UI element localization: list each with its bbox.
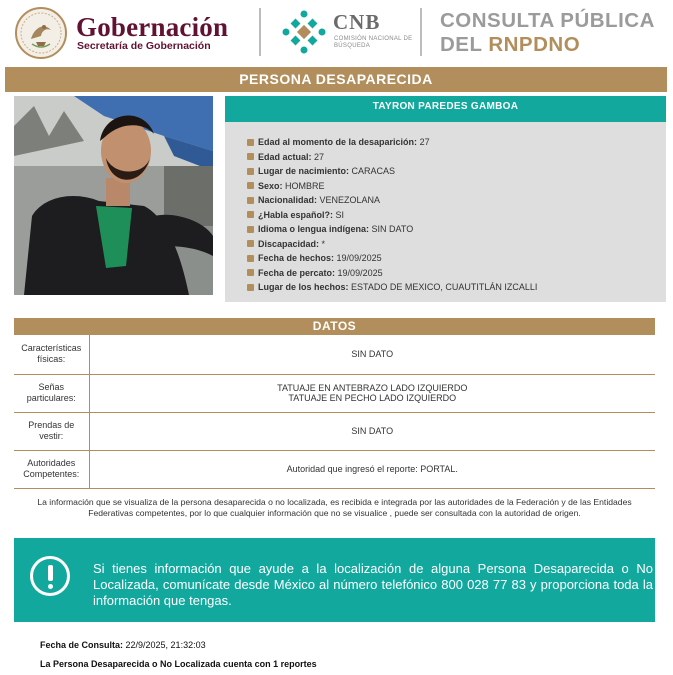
bullet-icon (247, 284, 254, 291)
table-row (14, 335, 655, 374)
site-header (0, 0, 673, 64)
exclamation-icon (30, 556, 70, 596)
info-label: Nacionalidad: (258, 195, 318, 205)
info-label: Edad al momento de la desaparición: (258, 137, 418, 147)
bullet-icon (247, 197, 254, 204)
gobernacion-subtitle: Secretaría de Gobernación (77, 40, 211, 52)
info-value: 19/09/2025 (336, 253, 382, 263)
reportes-count: La Persona Desaparecida o No Localizada cuenta con 1 reportes (40, 659, 317, 669)
bullet-icon (247, 255, 254, 262)
consulta-prefix: DEL (440, 33, 489, 56)
info-label: Lugar de los hechos: (258, 282, 349, 292)
info-label: Idioma o lengua indígena: (258, 224, 370, 234)
fecha-value: 22/9/2025, 21:32:03 (123, 640, 206, 650)
header-divider (259, 8, 261, 56)
cnb-subtitle: COMISIÓN NACIONAL DE BÚSQUEDA (334, 36, 413, 49)
info-value: CARACAS (351, 166, 396, 176)
info-label: ¿Habla español?: (258, 209, 334, 220)
consulta-title-line1: CONSULTA PÚBLICA (440, 9, 655, 32)
info-alert-box (14, 538, 655, 622)
datos-value-line: SIN DATO (351, 425, 394, 436)
cnb-title: CNB (333, 10, 381, 34)
person-photo-image (14, 96, 213, 295)
info-value: 19/09/2025 (337, 267, 383, 278)
info-value: ESTADO DE MEXICO, CUAUTITLÁN IZCALLI (351, 282, 538, 292)
bullet-icon (247, 269, 254, 276)
info-label: Sexo: (258, 180, 283, 191)
datos-label: Autoridades Competentes: (14, 450, 89, 488)
bullet-icon (247, 168, 254, 175)
datos-value (89, 374, 655, 412)
info-value: HOMBRE (285, 180, 325, 191)
bullet-icon (247, 153, 254, 160)
info-label: Lugar de nacimiento: (258, 166, 350, 176)
bullet-icon (247, 182, 254, 189)
info-row (225, 179, 666, 194)
info-row (225, 208, 666, 223)
datos-value (89, 335, 655, 374)
person-name: TAYRON PAREDES GAMBOA (225, 96, 666, 122)
gobernacion-title: Gobernación (76, 12, 229, 42)
fecha-consulta (40, 640, 206, 650)
info-row (225, 280, 666, 295)
header-divider (420, 8, 422, 56)
info-label: Discapacidad: (258, 238, 320, 249)
datos-label: Prendas de vestir: (14, 412, 89, 450)
datos-table (14, 335, 655, 489)
person-photo (14, 96, 213, 295)
cnb-logo (280, 8, 328, 56)
consulta-title-line2 (440, 33, 580, 57)
info-value: 27 (314, 151, 325, 162)
datos-title: DATOS (14, 318, 655, 335)
info-row (225, 266, 666, 281)
table-row (14, 412, 655, 450)
disclaimer-text: La información que se visualiza de la persona desaparecida o no localizada, es recibida e integrada por las autoridades de la Federación y de las Entidades Federativas competentes, por lo que cualquier información que no se visualice , puede ser consultada con la autoridad de origen. (37, 497, 632, 518)
exclamation-bar (48, 565, 53, 581)
info-row (225, 135, 666, 150)
datos-value (89, 412, 655, 450)
info-row (225, 222, 666, 237)
info-row (225, 150, 666, 165)
info-value: VENEZOLANA (319, 195, 381, 205)
info-value: 27 (419, 137, 430, 147)
datos-value-line: Autoridad que ingresó el reporte: PORTAL. (286, 463, 458, 474)
bullet-icon (247, 226, 254, 233)
info-label: Fecha de hechos: (258, 253, 335, 263)
alert-text: Si tienes información que ayude a la localización de alguna Persona Desaparecida o No Localizada, comunícate desde México al número telefónico 800 028 77 83 y proporciona toda la información que tengas. (93, 561, 653, 608)
info-row (225, 237, 666, 252)
datos-label: Señas particulares: (14, 374, 89, 412)
info-label: Fecha de percato: (258, 267, 336, 278)
mexico-seal-logo (14, 6, 68, 60)
datos-value-line: TATUAJE EN PECHO LADO IZQUIERDO (288, 393, 457, 403)
section-title: PERSONA DESAPARECIDA (5, 67, 667, 92)
table-row (14, 450, 655, 488)
datos-value-line: TATUAJE EN ANTEBRAZO LADO IZQUIERDO (277, 382, 468, 393)
datos-value-line: SIN DATO (351, 349, 394, 359)
info-value: SIN DATO (371, 224, 414, 234)
table-row (14, 374, 655, 412)
info-value: * (321, 238, 326, 249)
bullet-icon (247, 240, 254, 247)
person-info-panel (225, 122, 666, 302)
bullet-icon (247, 211, 254, 218)
info-label: Edad actual: (258, 151, 312, 162)
info-value: SI (335, 209, 345, 220)
bullet-icon (247, 139, 254, 146)
info-row (225, 251, 666, 266)
fecha-label: Fecha de Consulta: (40, 640, 124, 650)
datos-value (89, 450, 655, 488)
datos-label: Características físicas: (14, 335, 89, 374)
info-row (225, 193, 666, 208)
exclamation-dot (48, 584, 53, 589)
rnpdno-label: RNPDNO (488, 33, 581, 56)
info-row (225, 164, 666, 179)
